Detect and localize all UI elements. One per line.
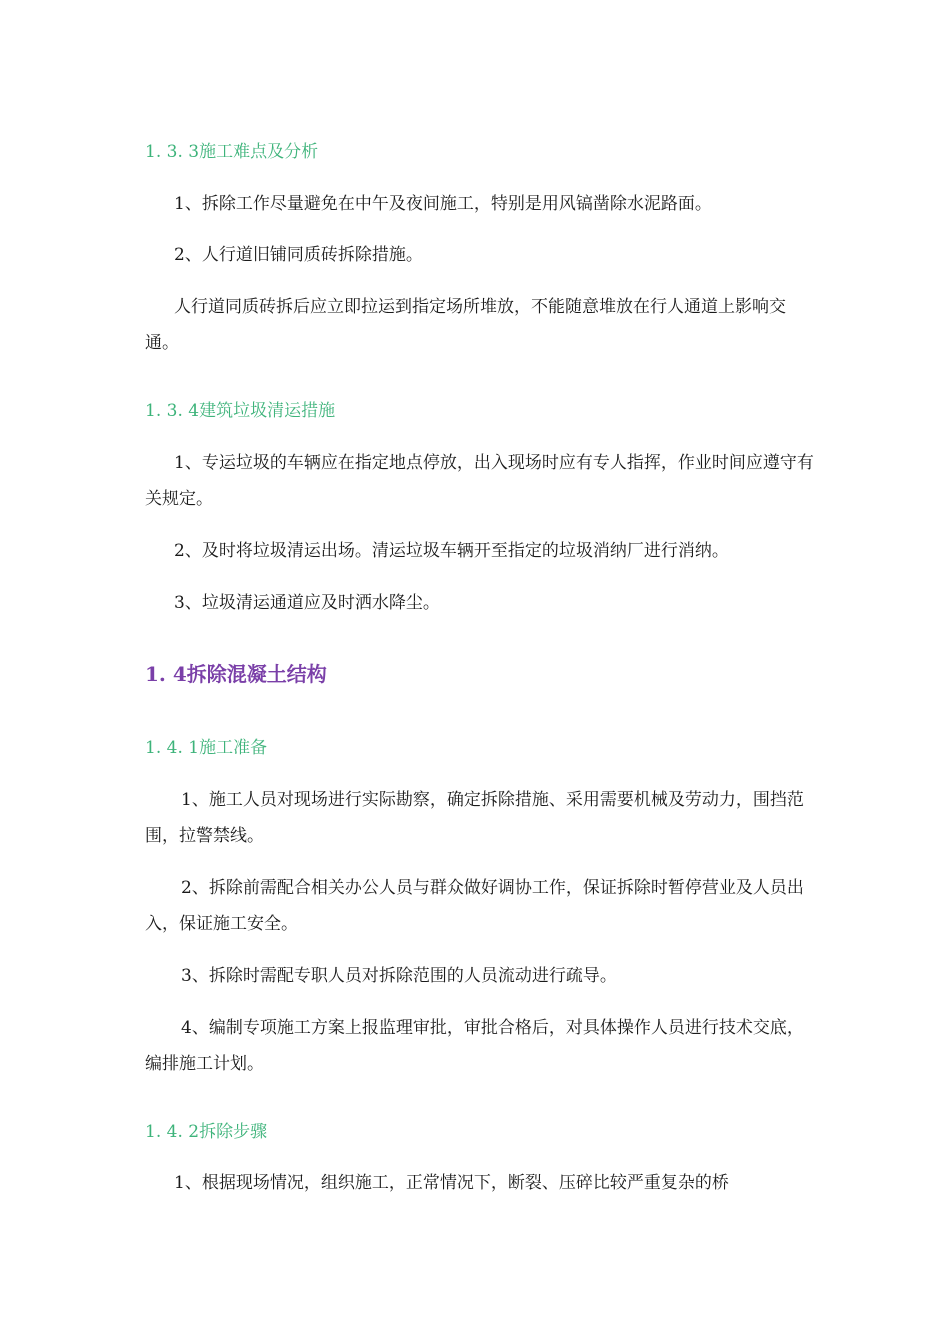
paragraph: 4、编制专项施工方案上报监理审批，审批合格后，对具体操作人员进行技术交底，编排施工计划。	[145, 1018, 804, 1074]
paragraph: 人行道同质砖拆后应立即拉运到指定场所堆放，不能随意堆放在行人通道上影响交通。	[145, 297, 786, 353]
paragraph: 1、拆除工作尽量避免在中午及夜间施工，特别是用风镐凿除水泥路面。	[174, 194, 712, 214]
paragraph: 3、垃圾清运通道应及时洒水降尘。	[174, 593, 440, 613]
paragraph: 3、拆除时需配专职人员对拆除范围的人员流动进行疏导。	[181, 966, 617, 986]
paragraph: 2、拆除前需配合相关办公人员与群众做好调协工作，保证拆除时暂停营业及人员出入，保证施工安全。	[145, 878, 804, 934]
paragraph: 2、人行道旧铺同质砖拆除措施。	[174, 245, 423, 265]
heading-1-4: 1. 4拆除混凝土结构	[145, 662, 327, 686]
paragraph: 1、根据现场情况，组织施工，正常情况下，断裂、压碎比较严重复杂的桥	[174, 1173, 729, 1193]
heading-1-4-1: 1. 4. 1施工准备	[145, 738, 268, 758]
paragraph: 1、施工人员对现场进行实际勘察，确定拆除措施、采用需要机械及劳动力，围挡范围，拉警禁线。	[145, 790, 804, 846]
heading-1-3-4: 1. 3. 4建筑垃圾清运措施	[145, 401, 336, 421]
paragraph: 1、专运垃圾的车辆应在指定地点停放，出入现场时应有专人指挥，作业时间应遵守有关规定。	[145, 453, 814, 509]
heading-1-3-3: 1. 3. 3施工难点及分析	[145, 142, 319, 162]
paragraph: 2、及时将垃圾清运出场。清运垃圾车辆开至指定的垃圾消纳厂进行消纳。	[174, 541, 729, 561]
heading-1-4-2: 1. 4. 2拆除步骤	[145, 1122, 268, 1142]
